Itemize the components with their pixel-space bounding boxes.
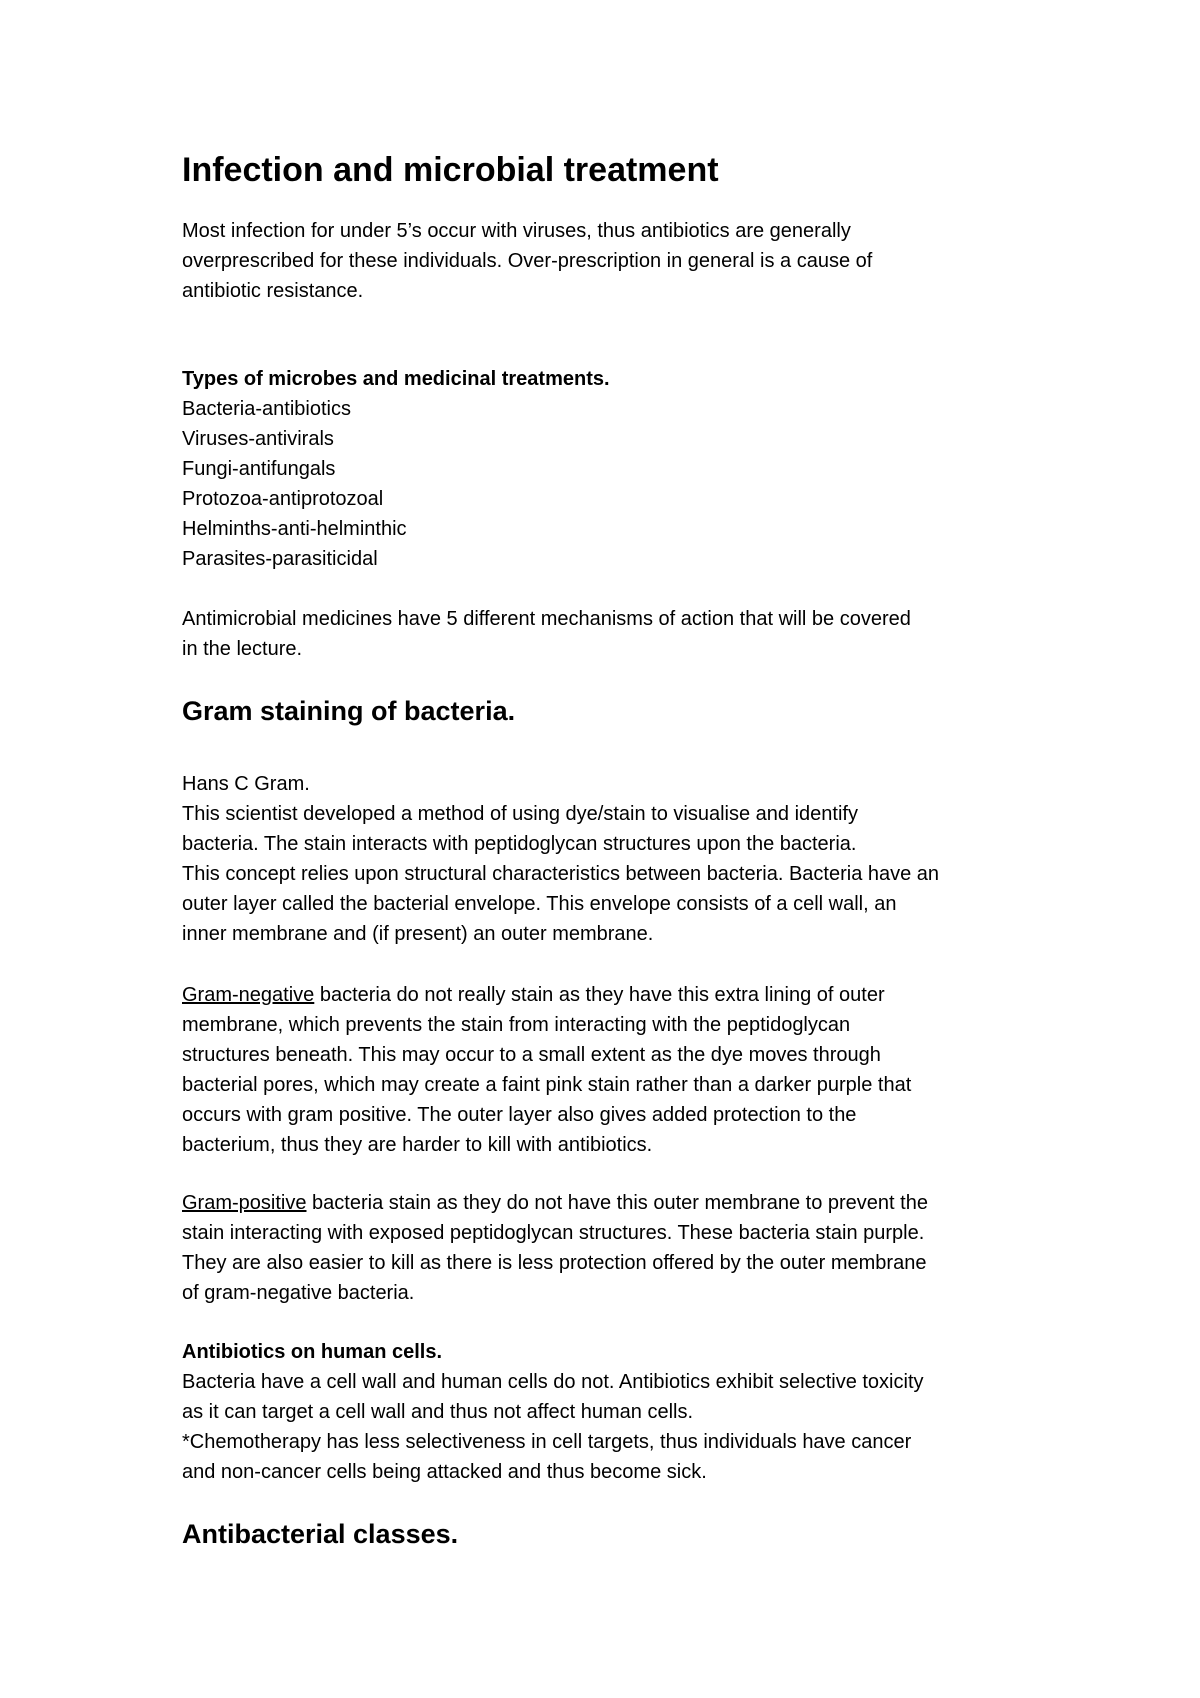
text-fragment: bacteria stain as they do not have this outer membrane to prevent the [306,1192,928,1214]
types-heading: Types of microbes and medicinal treatments. [182,368,610,390]
text-line: in the lecture. [182,638,303,660]
list-item: Fungi-antifungals [182,458,336,480]
list-item: Protozoa-antiprotozoal [182,488,384,510]
antibacterial-classes-heading: Antibacterial classes. [182,1519,459,1549]
intro-paragraph [182,216,1062,306]
gram-staining-heading: Gram staining of bacteria. [182,696,516,726]
gram-negative-paragraph [182,980,1062,1160]
text-line: bacteria. The stain interacts with peptidoglycan structures upon the bacteria. [182,833,857,855]
text-line: Antimicrobial medicines have 5 different mechanisms of action that will be covered [182,608,911,630]
text-line: They are also easier to kill as there is less protection offered by the outer membrane [182,1252,927,1274]
text-line: outer layer called the bacterial envelope. This envelope consists of a cell wall, an [182,893,897,915]
document-title: Infection and microbial treatment [182,151,719,189]
text-line: and non-cancer cells being attacked and thus become sick. [182,1461,707,1483]
list-item: Helminths-anti-helminthic [182,518,407,540]
text-line: This scientist developed a method of using dye/stain to visualise and identify [182,803,858,825]
text-line: Hans C Gram. [182,773,310,795]
text-line: membrane, which prevents the stain from interacting with the peptidoglycan [182,1014,851,1036]
text-line: stain interacting with exposed peptidoglycan structures. These bacteria stain purple. [182,1222,925,1244]
gram-positive-paragraph [182,1188,1062,1308]
gram-positive-term: Gram-positive [182,1192,307,1214]
text-line: bacterium, thus they are harder to kill with antibiotics. [182,1134,653,1156]
text-line: inner membrane and (if present) an outer membrane. [182,923,654,945]
list-item: Viruses-antivirals [182,428,334,450]
human-cells-section [182,1337,1062,1487]
text-line: of gram-negative bacteria. [182,1282,415,1304]
text-line [182,1188,1062,1218]
text-line: as it can target a cell wall and thus not affect human cells. [182,1401,694,1423]
list-item: Bacteria-antibiotics [182,398,351,420]
text-line: overprescribed for these individuals. Over-prescription in general is a cause of [182,250,873,272]
text-line: *Chemotherapy has less selectiveness in cell targets, thus individuals have cancer [182,1431,912,1453]
mechanisms-paragraph [182,604,1062,664]
text-line: structures beneath. This may occur to a small extent as the dye moves through [182,1044,881,1066]
text-line: occurs with gram positive. The outer layer also gives added protection to the [182,1104,857,1126]
text-line: This concept relies upon structural characteristics between bacteria. Bacteria have an [182,863,940,885]
list-item: Parasites-parasiticidal [182,548,378,570]
text-line: Most infection for under 5’s occur with viruses, thus antibiotics are generally [182,220,851,242]
gram-paragraph [182,769,1062,949]
text-line: antibiotic resistance. [182,280,364,302]
text-line: bacterial pores, which may create a faint pink stain rather than a darker purple that [182,1074,912,1096]
gram-negative-term: Gram-negative [182,984,315,1006]
text-fragment: bacteria do not really stain as they have this extra lining of outer [314,984,885,1006]
text-line [182,980,1062,1010]
types-section [182,364,1062,574]
text-line: Bacteria have a cell wall and human cells do not. Antibiotics exhibit selective toxicity [182,1371,924,1393]
human-cells-heading: Antibiotics on human cells. [182,1341,443,1363]
